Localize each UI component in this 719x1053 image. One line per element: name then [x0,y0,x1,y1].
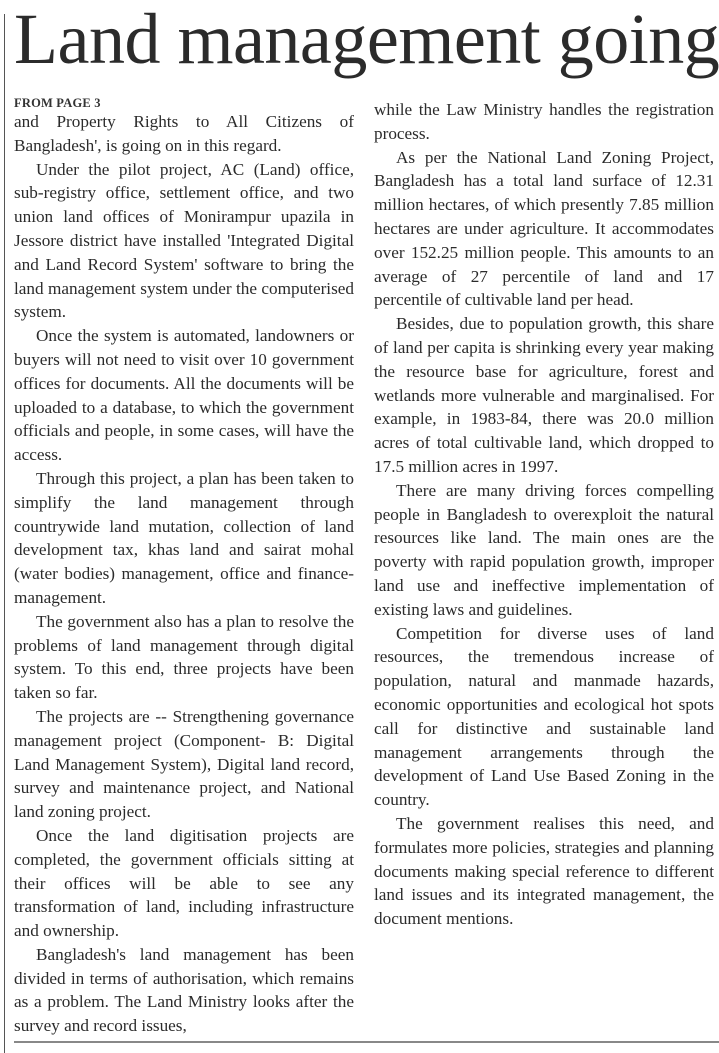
paragraph: The government realises this need, and formulates more policies, strategies and planning documents making special reference to different land issues and its integrated management, the document mentions. [374,813,714,929]
article-column-right [374,98,714,931]
paragraph: As per the National Land Zoning Project, Bangladesh has a total land surface of 12.31 million hectares, of which presently 7.85 million hectares are under agriculture. It accommodates over 152.25 million people. This amounts to an average of 27 percentile of land and 17 percentile of cultivable land per head. [374,147,714,310]
paragraph: while the Law Ministry handles the registration process. [374,100,714,143]
paragraph: Once the system is automated, landowners or buyers will not need to visit over 10 government offices for documents. All the documents will be uploaded to a database, to which the government officials and people, in some cases, will have the access. [14,326,354,465]
continuation-kicker: FROM PAGE 3 [14,96,101,110]
paragraph: The government also has a plan to resolve the problems of land management through digital system. To this end, three projects have been taken so far. [14,611,354,703]
article-column-left [14,96,354,1038]
paragraph: Once the land digitisation projects are completed, the government officials sitting at their offices will be able to see any transformation of land, including infrastructure and ownership. [14,825,354,941]
headline: Land management going [14,0,719,79]
paragraph: Through this project, a plan has been taken to simplify the land management through countrywide land mutation, collection of land development tax, khas land and sairat mohal (water bodies) management, office and finance-management. [14,468,354,607]
paragraph: Competition for diverse uses of land resources, the tremendous increase of population, natural and manmade hazards, economic opportunities and ecological hot spots call for distinctive and sustainable land management arrangements through the development of Land Use Based Zoning in the country. [374,623,714,810]
paragraph: and Property Rights to All Citizens of Bangladesh', is going on in this regard. [14,112,354,155]
paragraph: Bangladesh's land management has been divided in terms of authorisation, which remains as a problem. The Land Ministry looks after the survey and record issues, [14,944,354,1036]
paragraph: The projects are -- Strengthening governance management project (Component- B: Digital Land Management System), Digital land record, survey and maintenance project, and National land zoning project. [14,706,354,822]
paragraph: Besides, due to population growth, this share of land per capita is shrinking every year making the resource base for agriculture, forest and wetlands more vulnerable and marginalised. For example, in 1983-84, there was 20.0 million acres of total cultivable land, which dropped to 17.5 million acres in 1997. [374,314,714,476]
paragraph: Under the pilot project, AC (Land) office, sub-registry office, settlement office, and two union land offices of Monirampur upazila in Jessore district have installed 'Integrated Digital and Land Record System' software to bring the land management system under the computerised system. [14,159,354,322]
column-rule [4,14,5,1053]
bottom-divider [14,1041,719,1043]
paragraph: There are many driving forces compelling people in Bangladesh to overexploit the natural resources like land. The main ones are the poverty with rapid population growth, improper land use and ineffective implementation of existing laws and guidelines. [374,480,714,619]
